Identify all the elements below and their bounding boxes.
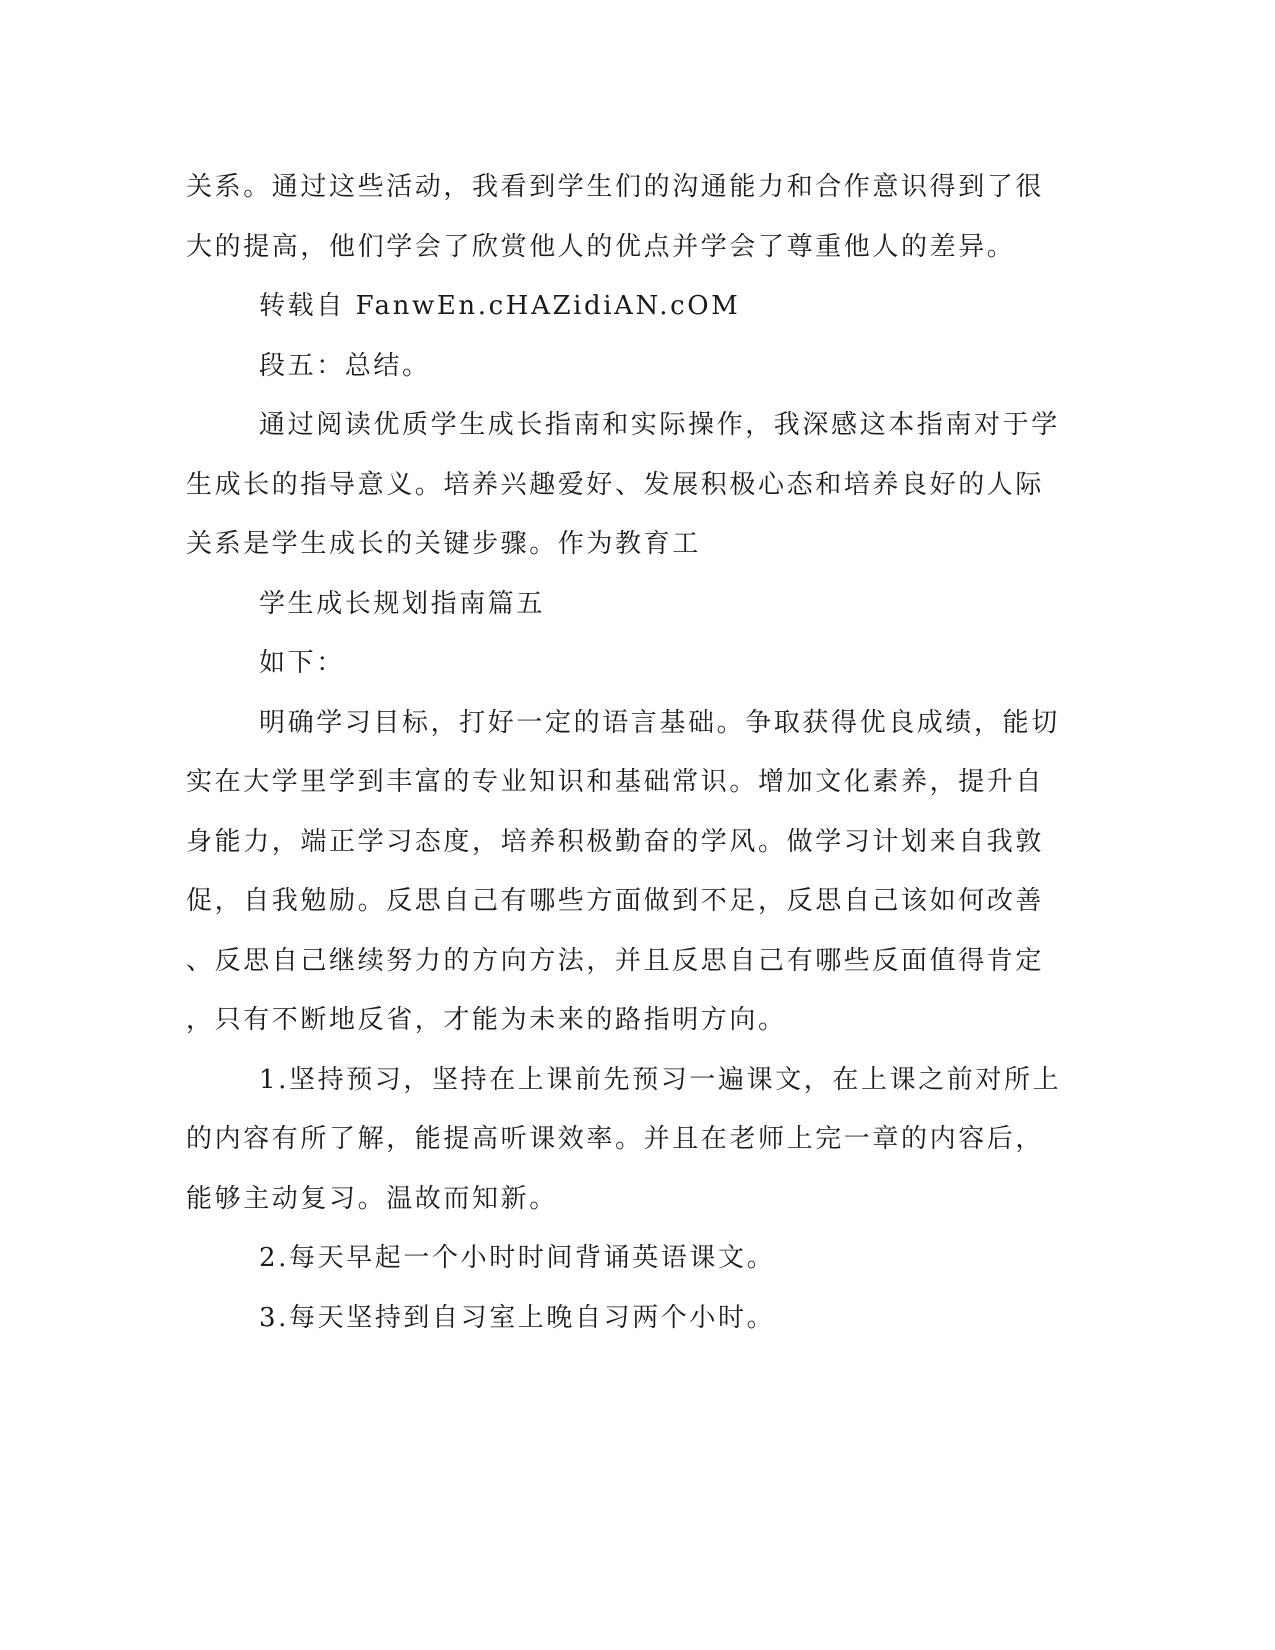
paragraph-line: 、反思自己继续努力的方向方法，并且反思自己有哪些反面值得肯定: [186, 945, 1045, 976]
paragraph-line: 关系。通过这些活动，我看到学生们的沟通能力和合作意识得到了很: [186, 172, 1045, 202]
list-item: 1.坚持预习，坚持在上课前先预习一遍课文，在上课之前对所上: [259, 1064, 1062, 1095]
article-title: 学生成长规划指南篇五: [259, 588, 546, 619]
paragraph-line: 身能力，端正学习态度，培养积极勤奋的学风。做学习计划来自我敦: [186, 826, 1045, 857]
source-note: 转载自 FanwEn.cHAZidiAN.cOM: [259, 291, 741, 321]
paragraph-line: ，只有不断地反省，才能为未来的路指明方向。: [186, 1005, 787, 1035]
list-item: 3.每天坚持到自习室上晚自习两个小时。: [259, 1302, 776, 1333]
list-item: 2.每天早起一个小时时间背诵英语课文。: [259, 1243, 776, 1273]
paragraph-line: 促，自我勉励。反思自己有哪些方面做到不足，反思自己该如何改善: [186, 886, 1045, 916]
paragraph-line: 大的提高，他们学会了欣赏他人的优点并学会了尊重他人的差异。: [186, 231, 1016, 262]
intro-label: 如下：: [259, 648, 345, 678]
paragraph-line: 生成长的指导意义。培养兴趣爱好、发展积极心态和培养良好的人际: [186, 469, 1045, 500]
paragraph-line: 通过阅读优质学生成长指南和实际操作，我深感这本指南对于学: [259, 410, 1060, 440]
section-heading: 段五：总结。: [259, 350, 431, 381]
paragraph-line: 实在大学里学到丰富的专业知识和基础常识。增加文化素养，提升自: [186, 767, 1045, 797]
paragraph-line: 的内容有所了解，能提高听课效率。并且在老师上完一章的内容后，: [186, 1124, 1045, 1154]
document-body: [186, 158, 1066, 1348]
paragraph-line: 能够主动复习。温故而知新。: [186, 1183, 558, 1214]
paragraph-line: 关系是学生成长的关键步骤。作为教育工: [186, 529, 701, 559]
paragraph-line: 明确学习目标，打好一定的语言基础。争取获得优良成绩，能切: [259, 707, 1060, 738]
